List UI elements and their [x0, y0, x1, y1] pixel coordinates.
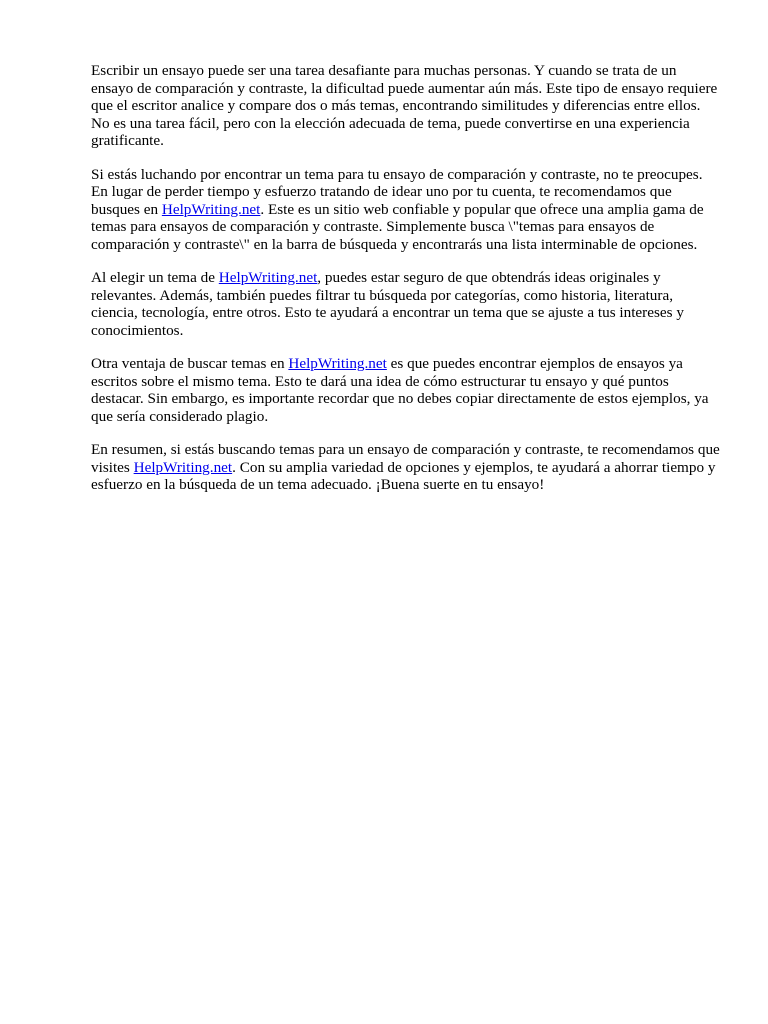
paragraph-text-after: . Este es un sitio web confiable y popular que ofrece una amplia gama de temas para ensayos de comparación y contraste. Simplemente busca \"temas para ensayos de comparación y contraste\" en la barra de búsqueda y encontrarás una lista interminable de opciones. [91, 200, 704, 253]
paragraph-1 [91, 62, 721, 150]
helpwriting-link[interactable]: HelpWriting.net [133, 458, 233, 476]
paragraph-text-after: . Con su amplia variedad de opciones y ejemplos, te ayudará a ahorrar tiempo y esfuerzo en la búsqueda de un tema adecuado. ¡Buena suerte en tu ensayo! [91, 458, 716, 493]
document-page [91, 62, 721, 510]
paragraph-2 [91, 166, 721, 254]
paragraph-3 [91, 269, 721, 339]
paragraph-text: Escribir un ensayo puede ser una tarea desafiante para muchas personas. Y cuando se trata de un ensayo de comparación y contraste, la dificultad puede aumentar aún más. Este tipo de ensayo requiere que el escritor analice y compare dos o más temas, encontrando similitudes y diferencias entre ellos. No es una tarea fácil, pero con la elección adecuada de tema, puede convertirse en una experiencia gratificante. [91, 62, 718, 149]
paragraph-text-before: En resumen, si estás buscando temas para un ensayo de comparación y contraste, te recomendamos que visites [91, 441, 720, 476]
paragraph-text-after: es que puedes encontrar ejemplos de ensayos ya escritos sobre el mismo tema. Esto te dará una idea de cómo estructurar tu ensayo y qué puntos destacar. Sin embargo, es importante recordar que no debes copiar directamente de estos ejemplos, ya que sería considerado plagio. [91, 355, 709, 425]
paragraph-4 [91, 355, 721, 425]
paragraph-text-before: Al elegir un tema de [91, 269, 219, 286]
helpwriting-link[interactable]: HelpWriting.net [218, 269, 318, 286]
helpwriting-link[interactable]: HelpWriting.net [161, 200, 261, 218]
paragraph-5 [91, 441, 721, 494]
helpwriting-link[interactable]: HelpWriting.net [288, 355, 387, 372]
paragraph-text-before: Si estás luchando por encontrar un tema para tu ensayo de comparación y contraste, no te preocupes. En lugar de perder tiempo y esfuerzo tratando de idear uno por tu cuenta, te recomendamos que busques en [91, 165, 703, 218]
paragraph-text-before: Otra ventaja de buscar temas en [91, 355, 289, 372]
paragraph-text-after: , puedes estar seguro de que obtendrás ideas originales y relevantes. Además, también puedes filtrar tu búsqueda por categorías, como historia, literatura, ciencia, tecnología, entre otros. Esto te ayudará a encontrar un tema que se ajuste a tus intereses y conocimientos. [91, 269, 684, 339]
